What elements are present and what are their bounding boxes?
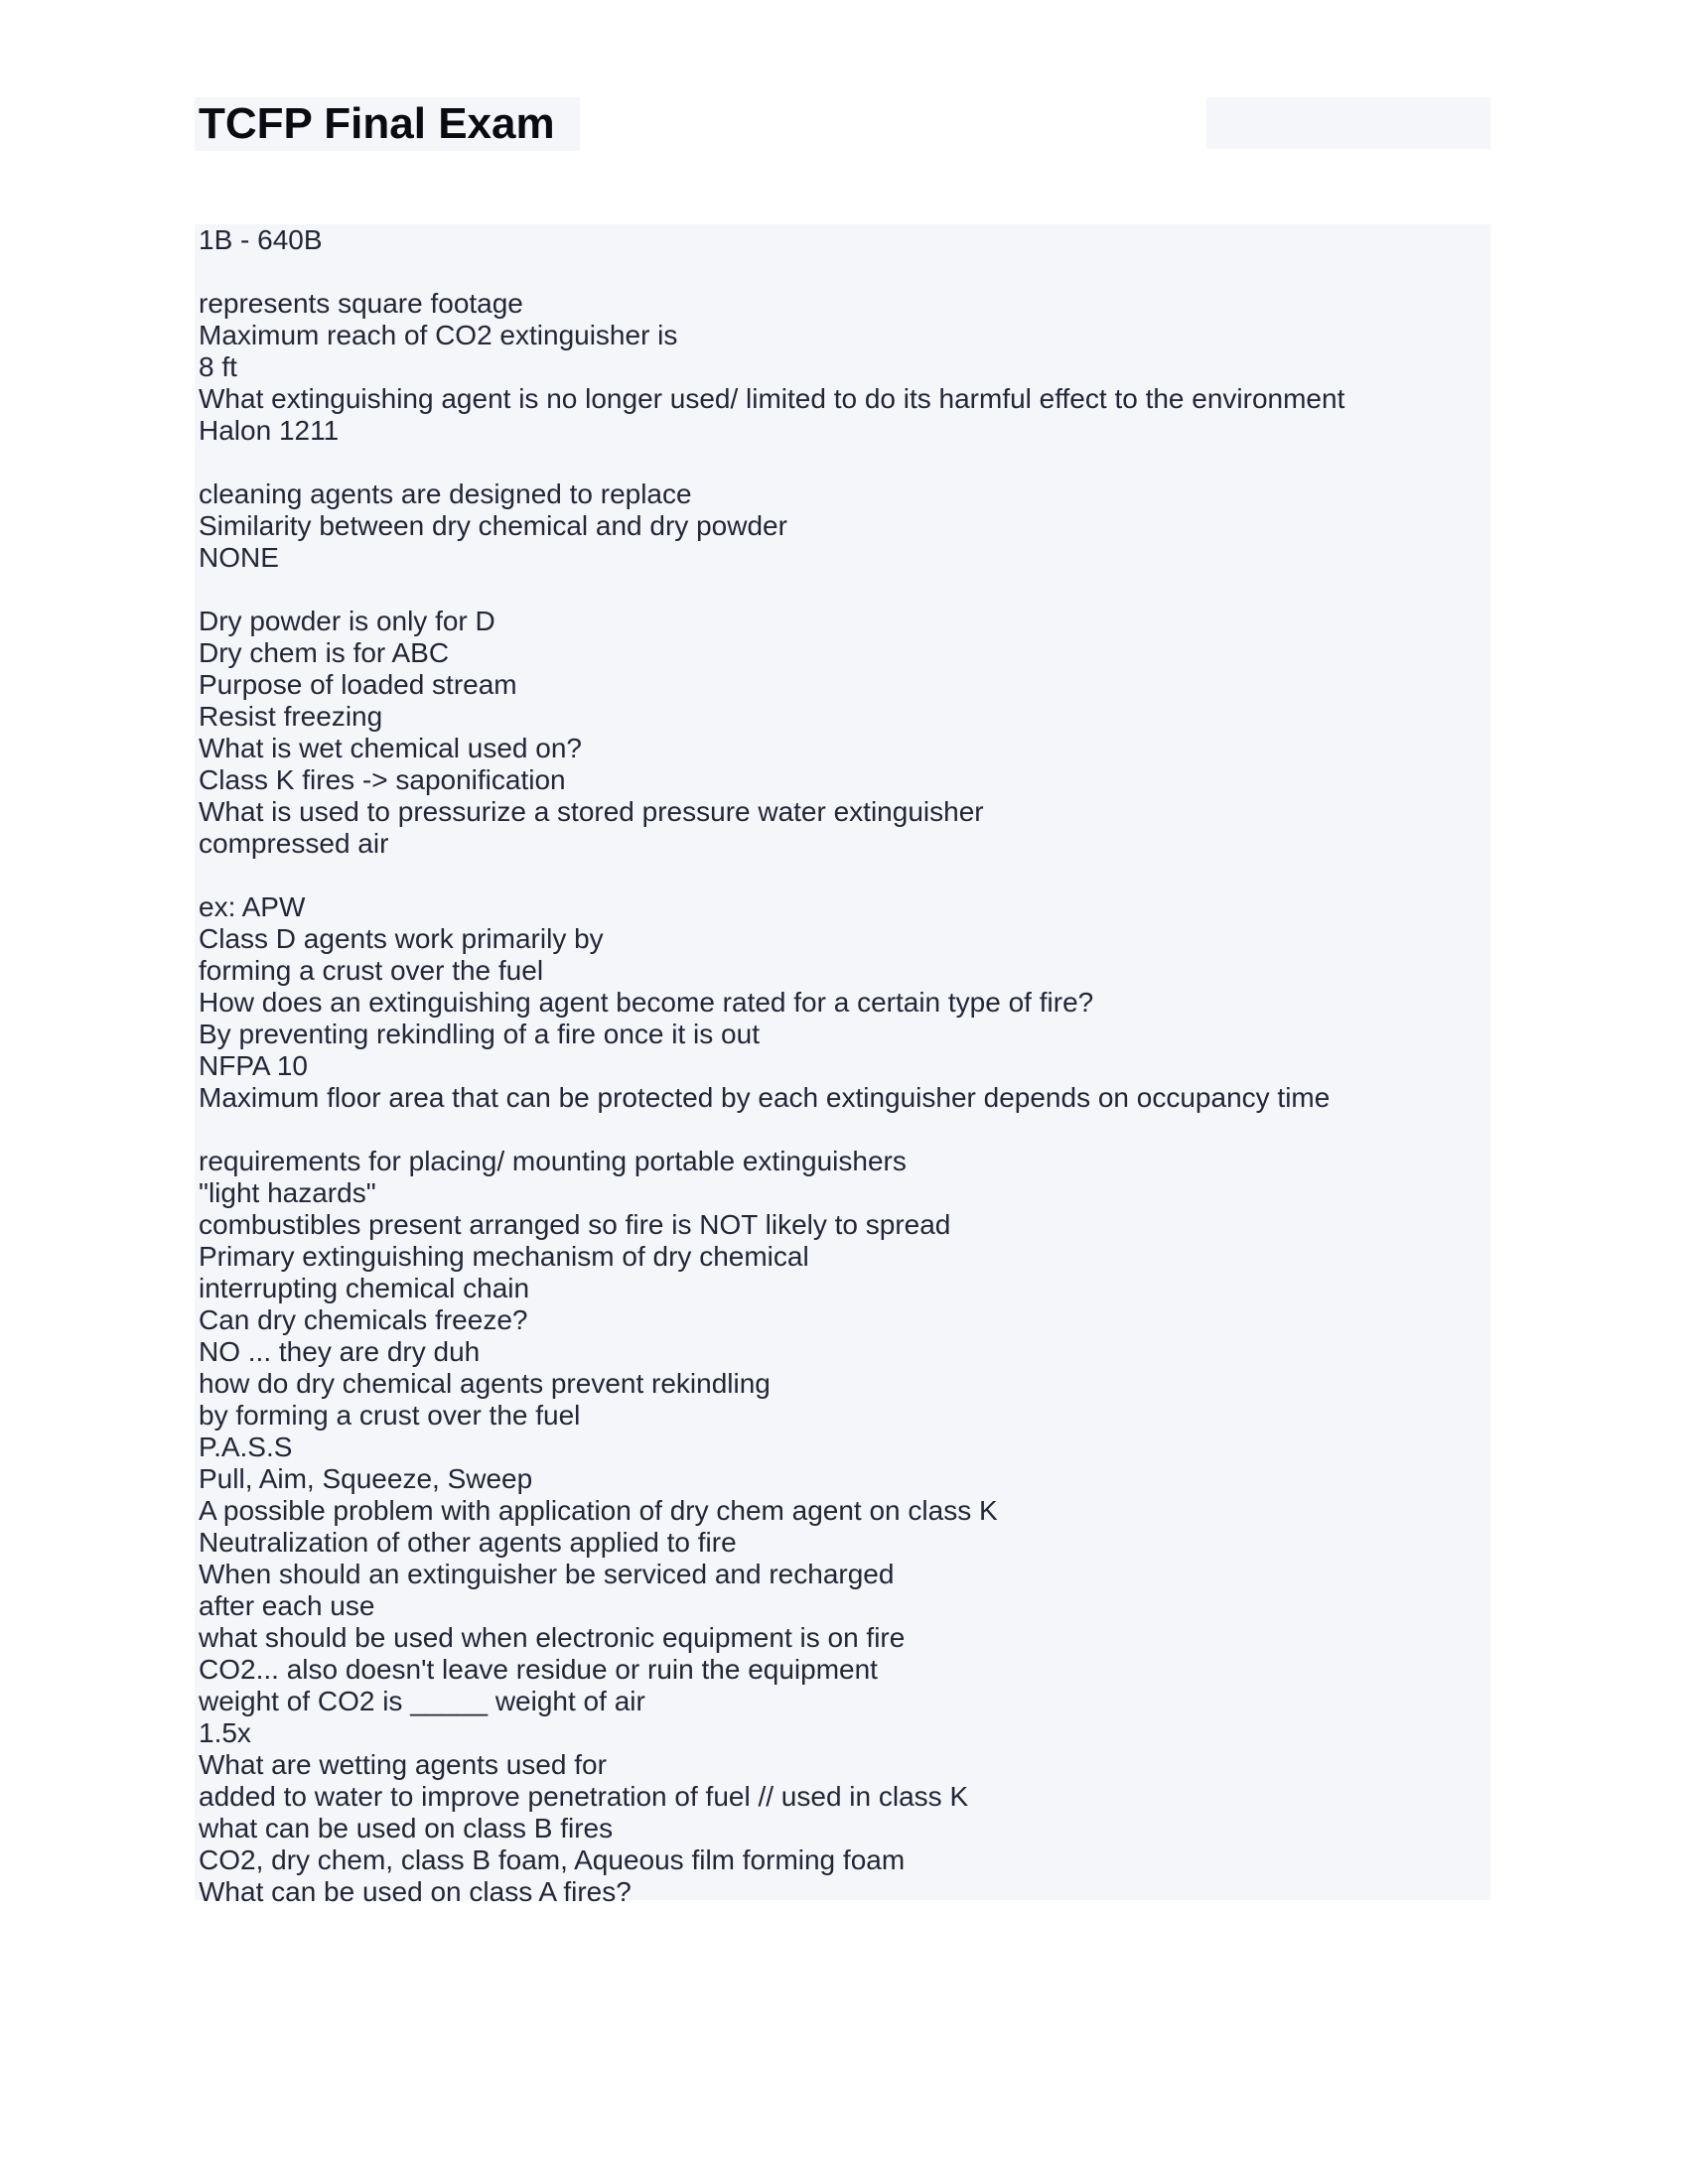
text-line: 8 ft	[199, 351, 237, 382]
text-line: How does an extinguishing agent become rated for a certain type of fire?	[199, 987, 1094, 1018]
text-line: forming a crust over the fuel	[199, 955, 544, 986]
text-line: Dry chem is for ABC	[199, 637, 450, 668]
text-line: Halon 1211	[199, 415, 340, 446]
text-line: compressed air	[199, 828, 389, 859]
text-line: Purpose of loaded stream	[199, 669, 517, 700]
text-line: Pull, Aim, Squeeze, Sweep	[199, 1463, 533, 1494]
page-title: TCFP Final Exam	[199, 99, 555, 148]
text-line: Primary extinguishing mechanism of dry chemical	[199, 1241, 809, 1272]
text-line: NONE	[199, 542, 279, 573]
text-line: represents square footage	[199, 288, 523, 319]
text-line: Maximum floor area that can be protected by each extinguisher depends on occupancy time	[199, 1082, 1331, 1113]
text-line: Similarity between dry chemical and dry powder	[199, 510, 787, 541]
text-line: what can be used on class B fires	[199, 1813, 614, 1843]
text-line: What can be used on class A fires?	[199, 1876, 632, 1907]
text-line: By preventing rekindling of a fire once it is out	[199, 1019, 760, 1049]
text-line: interrupting chemical chain	[199, 1273, 530, 1303]
text-line: "light hazards"	[199, 1177, 376, 1208]
text-line: P.A.S.S	[199, 1432, 293, 1462]
text-line: requirements for placing/ mounting portable extinguishers	[199, 1146, 907, 1176]
text-line: 1.5x	[199, 1717, 251, 1748]
text-line: What are wetting agents used for	[199, 1749, 607, 1780]
text-line: Can dry chemicals freeze?	[199, 1304, 528, 1335]
text-line: what should be used when electronic equipment is on fire	[199, 1622, 906, 1653]
text-line: NFPA 10	[199, 1050, 308, 1081]
text-line: When should an extinguisher be serviced and recharged	[199, 1559, 895, 1589]
text-line: cleaning agents are designed to replace	[199, 478, 692, 509]
text-line: how do dry chemical agents prevent rekindling	[199, 1368, 771, 1399]
text-line: after each use	[199, 1590, 375, 1621]
text-line: What is used to pressurize a stored pressure water extinguisher	[199, 796, 984, 827]
text-line: added to water to improve penetration of fuel // used in class K	[199, 1781, 969, 1812]
text-line: Maximum reach of CO2 extinguisher is	[199, 320, 678, 350]
text-line: CO2... also doesn't leave residue or ruin the equipment	[199, 1654, 878, 1685]
content-block	[195, 224, 1490, 1907]
text-line: Class D agents work primarily by	[199, 923, 604, 954]
text-line: What is wet chemical used on?	[199, 733, 582, 763]
text-line: Neutralization of other agents applied to fire	[199, 1527, 737, 1558]
text-line: What extinguishing agent is no longer used/ limited to do its harmful effect to the environment	[199, 383, 1345, 414]
text-line: Dry powder is only for D	[199, 606, 495, 636]
text-line: weight of CO2 is _____ weight of air	[199, 1686, 645, 1716]
text-line: ex: APW	[199, 891, 306, 922]
text-line: 1B - 640B	[199, 224, 323, 255]
text-line: combustibles present arranged so fire is NOT likely to spread	[199, 1209, 951, 1240]
text-line: Resist freezing	[199, 701, 383, 732]
text-line: A possible problem with application of dry chem agent on class K	[199, 1495, 998, 1526]
text-line: NO ... they are dry duh	[199, 1336, 481, 1367]
text-line: Class K fires -> saponification	[199, 764, 566, 795]
blank-header-box	[1206, 97, 1490, 149]
text-line: by forming a crust over the fuel	[199, 1400, 581, 1431]
text-line: CO2, dry chem, class B foam, Aqueous film forming foam	[199, 1844, 906, 1875]
